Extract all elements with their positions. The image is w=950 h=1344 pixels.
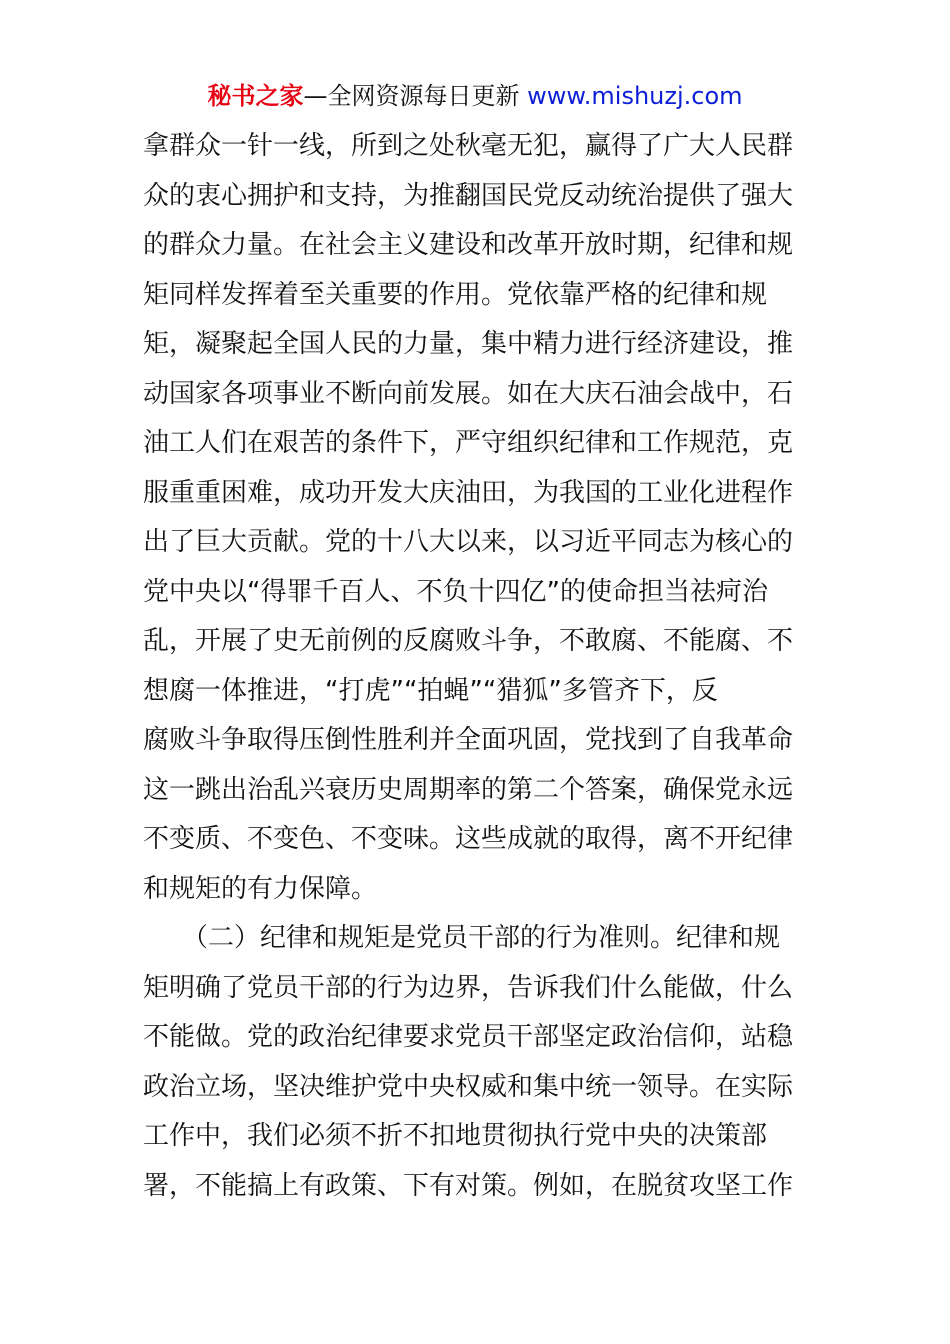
text-line: 拿群众一针一线，所到之处秋毫无犯，赢得了广大人民群 [143,131,794,161]
text-line: 政治立场，坚决维护党中央权威和集中统一领导。在实际 [143,1071,794,1102]
text-line: 矩同样发挥着至关重要的作用。党依靠严格的纪律和规 [143,279,768,310]
text-line: 不能做。党的政治纪律要求党员干部坚定政治信仰，站稳 [143,1022,794,1052]
section-heading-line: （二）纪律和规矩是党员干部的行为准则。纪律和规 [143,923,781,953]
page-header [0,80,950,112]
text-line: 出了巨大贡献。党的十八大以来，以习近平同志为核心的 [143,527,794,557]
text-line: 想腐一体推进，“打虎”“拍蝇”“猎狐”多管齐下，反 [143,675,718,706]
text-line: 腐败斗争取得压倒性胜利并全面巩固，党找到了自我革命 [143,725,794,755]
document-body [143,122,823,1211]
text-line: 党中央以“得罪千百人、不负十四亿”的使命担当祛疴治 [143,576,768,607]
text-line: 这一跳出治乱兴衰历史周期率的第二个答案，确保党永远 [143,774,794,805]
text-line: 众的衷心拥护和支持，为推翻国民党反动统治提供了强大 [143,180,794,211]
brand-name: 秘书之家 [207,82,304,110]
text-line: 不变质、不变色、不变味。这些成就的取得，离不开纪律 [143,824,794,854]
text-line: 动国家各项事业不断向前发展。如在大庆石油会战中，石 [143,378,794,409]
text-line: 矩明确了党员干部的行为边界，告诉我们什么能做，什么 [143,972,794,1003]
text-line: 油工人们在艰苦的条件下，严守组织纪律和工作规范，克 [143,428,794,458]
text-line: 工作中，我们必须不折不扣地贯彻执行党中央的决策部 [143,1121,768,1151]
text-line: 和规矩的有力保障。 [143,873,378,904]
site-url-link[interactable]: www.mishuzj.com [527,82,743,110]
text-line: 矩，凝聚起全国人民的力量，集中精力进行经济建设，推 [143,329,794,359]
text-line: 的群众力量。在社会主义建设和改革开放时期，纪律和规 [143,230,794,260]
text-line: 乱，开展了史无前例的反腐败斗争，不敢腐、不能腐、不 [143,626,794,656]
text-line: 服重重困难，成功开发大庆油田，为我国的工业化进程作 [143,477,794,508]
header-tagline: —全网资源每日更新 [303,82,528,110]
text-line: 署，不能搞上有政策、下有对策。例如，在脱贫攻坚工作 [143,1170,794,1201]
